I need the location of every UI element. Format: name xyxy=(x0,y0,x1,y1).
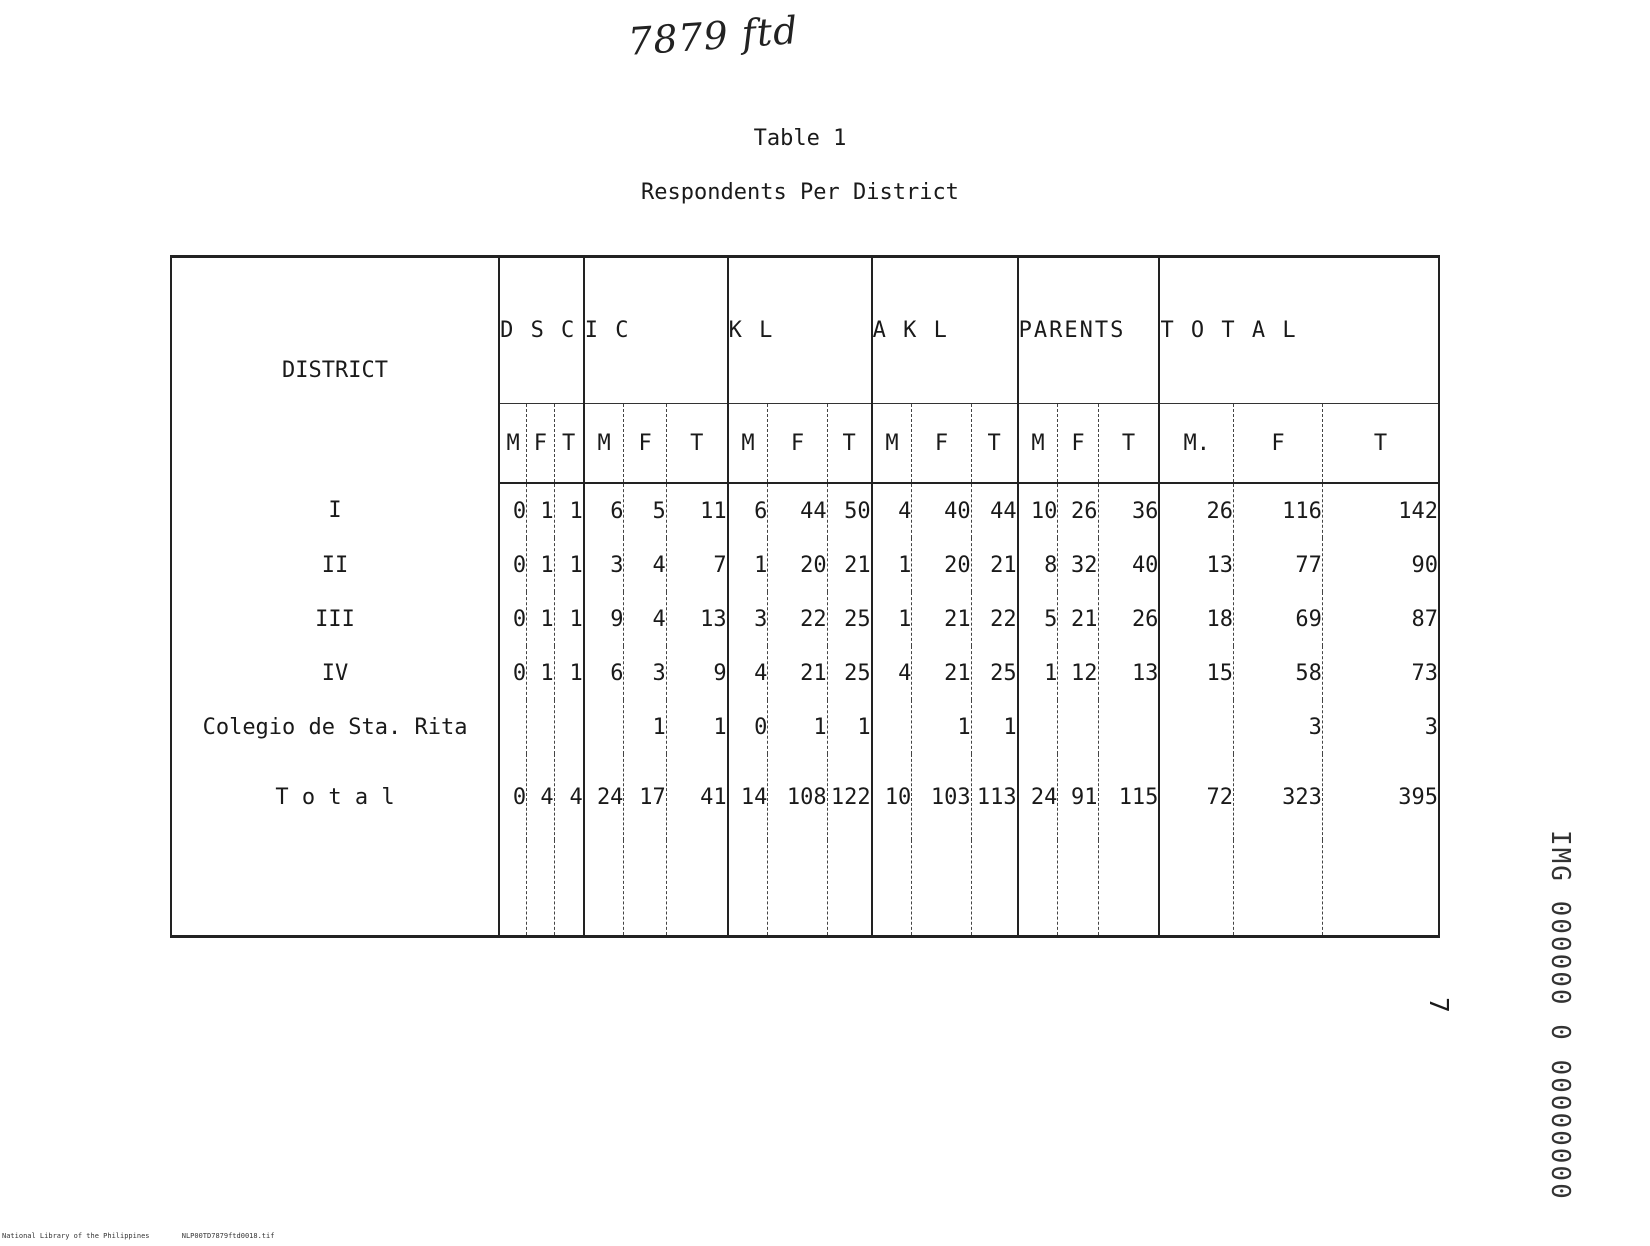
table-subtitle: Respondents Per District xyxy=(641,180,959,205)
value-cell: 90 xyxy=(1322,538,1439,592)
value-cell: 18 xyxy=(1159,592,1233,646)
value-cell: 69 xyxy=(1234,592,1323,646)
value-cell: 113 xyxy=(971,754,1018,840)
value-cell: 21 xyxy=(912,592,971,646)
value-cell: 122 xyxy=(827,754,871,840)
value-cell: 25 xyxy=(827,592,871,646)
value-cell: 25 xyxy=(971,646,1018,700)
value-cell: 13 xyxy=(1159,538,1233,592)
value-cell: 3 xyxy=(1322,700,1439,754)
table-row xyxy=(171,646,1439,700)
value-cell: 21 xyxy=(1058,592,1098,646)
sub-header-cell: M xyxy=(499,404,527,484)
value-cell: 1 xyxy=(554,646,584,700)
value-cell xyxy=(1159,700,1233,754)
value-cell: 1 xyxy=(554,592,584,646)
spacer-cell xyxy=(1018,840,1058,937)
footer-library: National Library of the Philippines xyxy=(2,1232,150,1240)
value-cell: 0 xyxy=(728,700,768,754)
sub-header-cell: F xyxy=(1234,404,1323,484)
value-cell: 44 xyxy=(768,483,827,538)
spacer-cell xyxy=(584,840,624,937)
value-cell: 21 xyxy=(768,646,827,700)
value-cell: 1 xyxy=(527,483,555,538)
sub-header-cell: T xyxy=(666,404,727,484)
table-title: Table 1 xyxy=(753,126,847,151)
spacer-cell xyxy=(171,840,499,937)
sub-header-cell: M xyxy=(1018,404,1058,484)
value-cell: 3 xyxy=(1234,700,1323,754)
value-cell: 22 xyxy=(768,592,827,646)
spacer-cell xyxy=(768,840,827,937)
group-header-parents: PARENTS xyxy=(1018,257,1160,404)
value-cell: 6 xyxy=(728,483,768,538)
value-cell: 24 xyxy=(584,754,624,840)
value-cell: 41 xyxy=(666,754,727,840)
value-cell: 25 xyxy=(827,646,871,700)
value-cell: 17 xyxy=(624,754,666,840)
value-cell: 1 xyxy=(912,700,971,754)
value-cell: 1 xyxy=(666,700,727,754)
value-cell: 103 xyxy=(912,754,971,840)
value-cell: 4 xyxy=(624,592,666,646)
footer-file: NLP00TD7879ftd0018.tif xyxy=(181,1232,275,1240)
value-cell xyxy=(499,700,527,754)
spacer-cell xyxy=(912,840,971,937)
value-cell: 44 xyxy=(971,483,1018,538)
value-cell: 26 xyxy=(1159,483,1233,538)
value-cell xyxy=(1058,700,1098,754)
value-cell: 1 xyxy=(872,592,912,646)
district-column-header: DISTRICT xyxy=(171,257,499,484)
value-cell: 3 xyxy=(728,592,768,646)
value-cell: 36 xyxy=(1098,483,1159,538)
group-header-kl: K L xyxy=(728,257,872,404)
value-cell: 20 xyxy=(912,538,971,592)
value-cell: 115 xyxy=(1098,754,1159,840)
value-cell: 5 xyxy=(1018,592,1058,646)
value-cell: 13 xyxy=(1098,646,1159,700)
value-cell: 1 xyxy=(971,700,1018,754)
value-cell: 14 xyxy=(728,754,768,840)
spacer-cell xyxy=(1058,840,1098,937)
value-cell: 1 xyxy=(827,700,871,754)
table-row xyxy=(171,538,1439,592)
respondents-table-wrapper xyxy=(170,255,1440,927)
sub-header-cell: M xyxy=(728,404,768,484)
value-cell: 10 xyxy=(872,754,912,840)
value-cell: 24 xyxy=(1018,754,1058,840)
sub-header-cell: M xyxy=(584,404,624,484)
sub-header-cell: T xyxy=(827,404,871,484)
group-header-row xyxy=(171,257,1439,404)
value-cell: 32 xyxy=(1058,538,1098,592)
spacer-cell xyxy=(872,840,912,937)
footer xyxy=(2,1232,302,1240)
spacer-cell xyxy=(1159,840,1233,937)
spacer-cell xyxy=(1234,840,1323,937)
value-cell: 72 xyxy=(1159,754,1233,840)
value-cell: 22 xyxy=(971,592,1018,646)
spacer-cell xyxy=(728,840,768,937)
value-cell: 1 xyxy=(527,646,555,700)
value-cell: 21 xyxy=(971,538,1018,592)
value-cell: 4 xyxy=(527,754,555,840)
value-cell: 26 xyxy=(1058,483,1098,538)
value-cell: 0 xyxy=(499,646,527,700)
value-cell xyxy=(584,700,624,754)
value-cell: 3 xyxy=(584,538,624,592)
page-number: 7 xyxy=(1422,997,1453,1013)
spacer-cell xyxy=(1322,840,1439,937)
group-header-dsc: D S C xyxy=(499,257,584,404)
value-cell: 4 xyxy=(554,754,584,840)
table-row xyxy=(171,700,1439,754)
group-header-total: T O T A L xyxy=(1159,257,1439,404)
value-cell: 1 xyxy=(1018,646,1058,700)
value-cell: 1 xyxy=(554,483,584,538)
value-cell: 15 xyxy=(1159,646,1233,700)
value-cell: 6 xyxy=(584,646,624,700)
value-cell: 21 xyxy=(827,538,871,592)
value-cell: 87 xyxy=(1322,592,1439,646)
table-row xyxy=(171,592,1439,646)
spacer-cell xyxy=(554,840,584,937)
value-cell: 7 xyxy=(666,538,727,592)
side-stamp: IMG 000000 0 00000000 xyxy=(1545,830,1575,1201)
district-cell: III xyxy=(171,592,499,646)
group-header-akl: A K L xyxy=(872,257,1018,404)
value-cell: 5 xyxy=(624,483,666,538)
sub-header-cell: T xyxy=(971,404,1018,484)
value-cell: 1 xyxy=(872,538,912,592)
sub-header-cell: F xyxy=(1058,404,1098,484)
value-cell: 4 xyxy=(872,646,912,700)
value-cell: 323 xyxy=(1234,754,1323,840)
spacer-cell xyxy=(1098,840,1159,937)
spacer-cell xyxy=(971,840,1018,937)
value-cell: 10 xyxy=(1018,483,1058,538)
value-cell: 12 xyxy=(1058,646,1098,700)
table-body xyxy=(171,483,1439,937)
value-cell: 395 xyxy=(1322,754,1439,840)
value-cell: 0 xyxy=(499,754,527,840)
value-cell: 11 xyxy=(666,483,727,538)
value-cell: 0 xyxy=(499,483,527,538)
value-cell: 6 xyxy=(584,483,624,538)
spacer-cell xyxy=(666,840,727,937)
value-cell: 0 xyxy=(499,538,527,592)
respondents-table xyxy=(170,255,1440,938)
sub-header-cell: F xyxy=(768,404,827,484)
group-header-ic: I C xyxy=(584,257,728,404)
value-cell: 8 xyxy=(1018,538,1058,592)
value-cell xyxy=(1018,700,1058,754)
sub-header-cell: M. xyxy=(1159,404,1233,484)
value-cell xyxy=(527,700,555,754)
value-cell: 91 xyxy=(1058,754,1098,840)
value-cell: 3 xyxy=(624,646,666,700)
sub-header-cell: F xyxy=(527,404,555,484)
district-cell: II xyxy=(171,538,499,592)
total-row xyxy=(171,754,1439,840)
value-cell xyxy=(872,700,912,754)
value-cell: 4 xyxy=(872,483,912,538)
value-cell: 4 xyxy=(728,646,768,700)
value-cell: 40 xyxy=(1098,538,1159,592)
spacer-cell xyxy=(624,840,666,937)
value-cell: 1 xyxy=(554,538,584,592)
value-cell: 58 xyxy=(1234,646,1323,700)
value-cell: 73 xyxy=(1322,646,1439,700)
district-cell: I xyxy=(171,483,499,538)
value-cell: 108 xyxy=(768,754,827,840)
value-cell: 9 xyxy=(666,646,727,700)
sub-header-cell: T xyxy=(554,404,584,484)
spacer-cell xyxy=(827,840,871,937)
value-cell: 1 xyxy=(768,700,827,754)
value-cell: 20 xyxy=(768,538,827,592)
spacer-cell xyxy=(527,840,555,937)
value-cell xyxy=(554,700,584,754)
sub-header-cell: F xyxy=(624,404,666,484)
value-cell: 50 xyxy=(827,483,871,538)
value-cell: 1 xyxy=(527,592,555,646)
value-cell xyxy=(1098,700,1159,754)
value-cell: 21 xyxy=(912,646,971,700)
sub-header-cell: M xyxy=(872,404,912,484)
value-cell: 77 xyxy=(1234,538,1323,592)
value-cell: 1 xyxy=(728,538,768,592)
district-cell: IV xyxy=(171,646,499,700)
spacer-cell xyxy=(499,840,527,937)
value-cell: 4 xyxy=(624,538,666,592)
district-cell: T o t a l xyxy=(171,754,499,840)
table-bottom-spacer xyxy=(171,840,1439,937)
value-cell: 40 xyxy=(912,483,971,538)
value-cell: 116 xyxy=(1234,483,1323,538)
table-row xyxy=(171,483,1439,538)
sub-header-cell: F xyxy=(912,404,971,484)
sub-header-cell: T xyxy=(1098,404,1159,484)
value-cell: 142 xyxy=(1322,483,1439,538)
value-cell: 1 xyxy=(624,700,666,754)
value-cell: 13 xyxy=(666,592,727,646)
sub-header-cell: T xyxy=(1322,404,1439,484)
value-cell: 0 xyxy=(499,592,527,646)
handwritten-note: 7879 ftd xyxy=(626,8,800,64)
value-cell: 9 xyxy=(584,592,624,646)
district-cell: Colegio de Sta. Rita xyxy=(171,700,499,754)
value-cell: 26 xyxy=(1098,592,1159,646)
value-cell: 1 xyxy=(527,538,555,592)
